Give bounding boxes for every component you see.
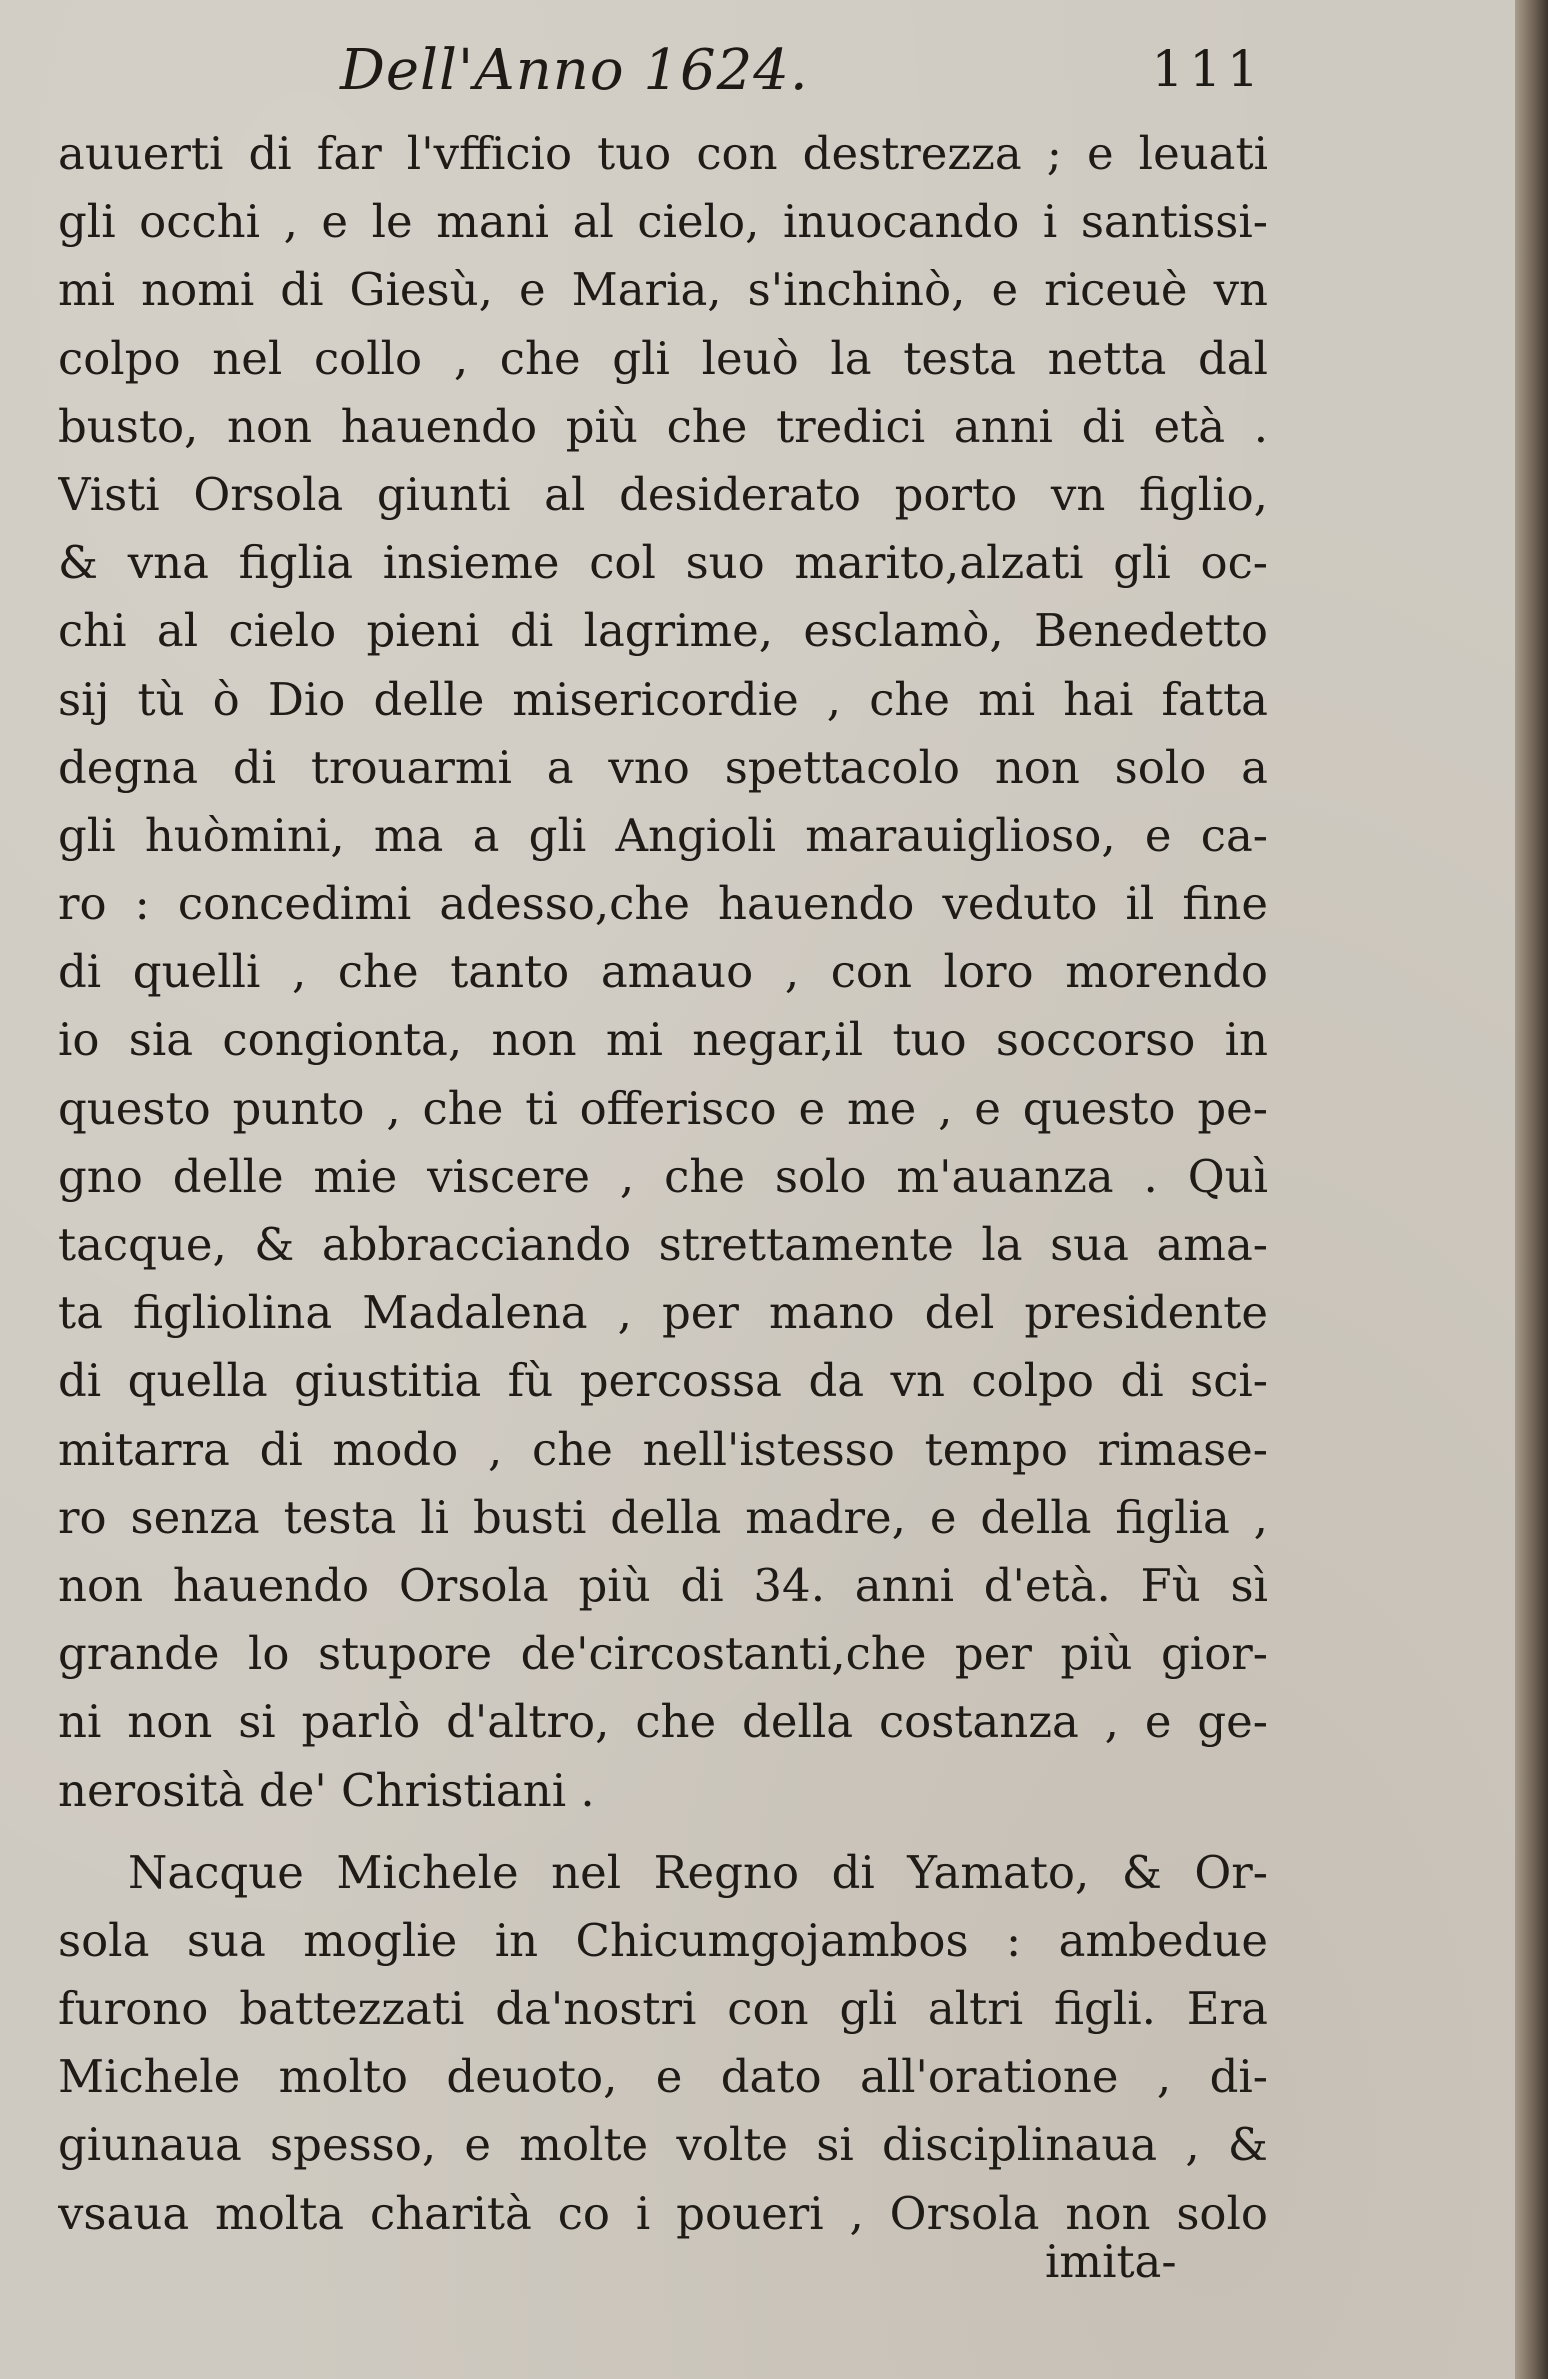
text-line: gli huòmini, ma a gli Angioli marauiglioso, e ca-	[58, 808, 1268, 862]
paragraph-gap	[58, 1825, 1268, 1839]
catchword: imita-	[1045, 2235, 1177, 2288]
body-text	[58, 120, 1268, 2248]
text-line: ro senza testa li busti della madre, e della figlia ,	[58, 1490, 1268, 1544]
text-line: mitarra di modo , che nell'istesso tempo rimase-	[58, 1422, 1268, 1476]
text-line: ta figliolina Madalena , per mano del presidente	[58, 1286, 1268, 1340]
page-header	[60, 38, 1265, 108]
text-line: grande lo stupore de'circostanti,che per più gior-	[58, 1627, 1268, 1681]
text-line: Nacque Michele nel Regno di Yamato, & Or-	[128, 1845, 1268, 1899]
text-line: busto, non hauendo più che tredici anni di età .	[58, 399, 1268, 453]
text-line: non hauendo Orsola più di 34. anni d'età. Fù sì	[58, 1558, 1268, 1612]
running-title: Dell'Anno 1624.	[340, 38, 809, 103]
text-line: sola sua moglie in Chicumgojambos : ambedue	[58, 1913, 1268, 1967]
text-line: colpo nel collo , che gli leuò la testa netta dal	[58, 331, 1268, 385]
text-line: degna di trouarmi a vno spettacolo non solo a	[58, 740, 1268, 794]
page-edge	[1515, 0, 1548, 2379]
paragraph-2	[58, 1839, 1268, 2248]
text-line: sij tù ò Dio delle misericordie , che mi hai fatta	[58, 672, 1268, 726]
text-line: tacque, & abbracciando strettamente la sua ama-	[58, 1218, 1268, 1271]
text-line: furono battezzati da'nostri con gli altri figli. Era	[58, 1982, 1268, 2036]
text-line: vsaua molta charità co i poueri , Orsola non solo	[58, 2186, 1268, 2240]
text-line: chi al cielo pieni di lagrime, esclamò, Benedetto	[58, 604, 1268, 658]
text-line: mi nomi di Giesù, e Maria, s'inchinò, e riceuè vn	[58, 263, 1268, 317]
text-line: Michele molto deuoto, e dato all'oratione , di-	[58, 2050, 1268, 2104]
text-line: auuerti di far l'vfficio tuo con destrezza ; e leuati	[58, 127, 1268, 180]
text-line: ni non si parlò d'altro, che della costanza , e ge-	[58, 1695, 1268, 1749]
text-line: di quelli , che tanto amauo , con loro morendo	[58, 945, 1268, 999]
text-line: ro : concedimi adesso,che hauendo veduto il fine	[58, 877, 1268, 931]
text-line: giunaua spesso, e molte volte si disciplinaua , &	[58, 2118, 1268, 2172]
page-number: 111	[1151, 40, 1265, 98]
text-line: questo punto , che ti offerisco e me , e questo pe-	[58, 1081, 1268, 1135]
text-line: gli occhi , e le mani al cielo, inuocando i santissi-	[58, 195, 1268, 249]
text-line: di quella giustitia fù percossa da vn colpo di sci-	[58, 1354, 1268, 1408]
text-line: nerosità de' Christiani .	[58, 1763, 595, 1817]
text-line: Visti Orsola giunti al desiderato porto vn figlio,	[58, 467, 1268, 521]
text-line: gno delle mie viscere , che solo m'auanza . Quì	[58, 1149, 1268, 1203]
text-line: io sia congionta, non mi negar,il tuo soccorso in	[58, 1013, 1268, 1067]
text-line: & vna figlia insieme col suo marito,alzati gli oc-	[58, 536, 1268, 590]
paragraph-1	[58, 120, 1268, 1825]
